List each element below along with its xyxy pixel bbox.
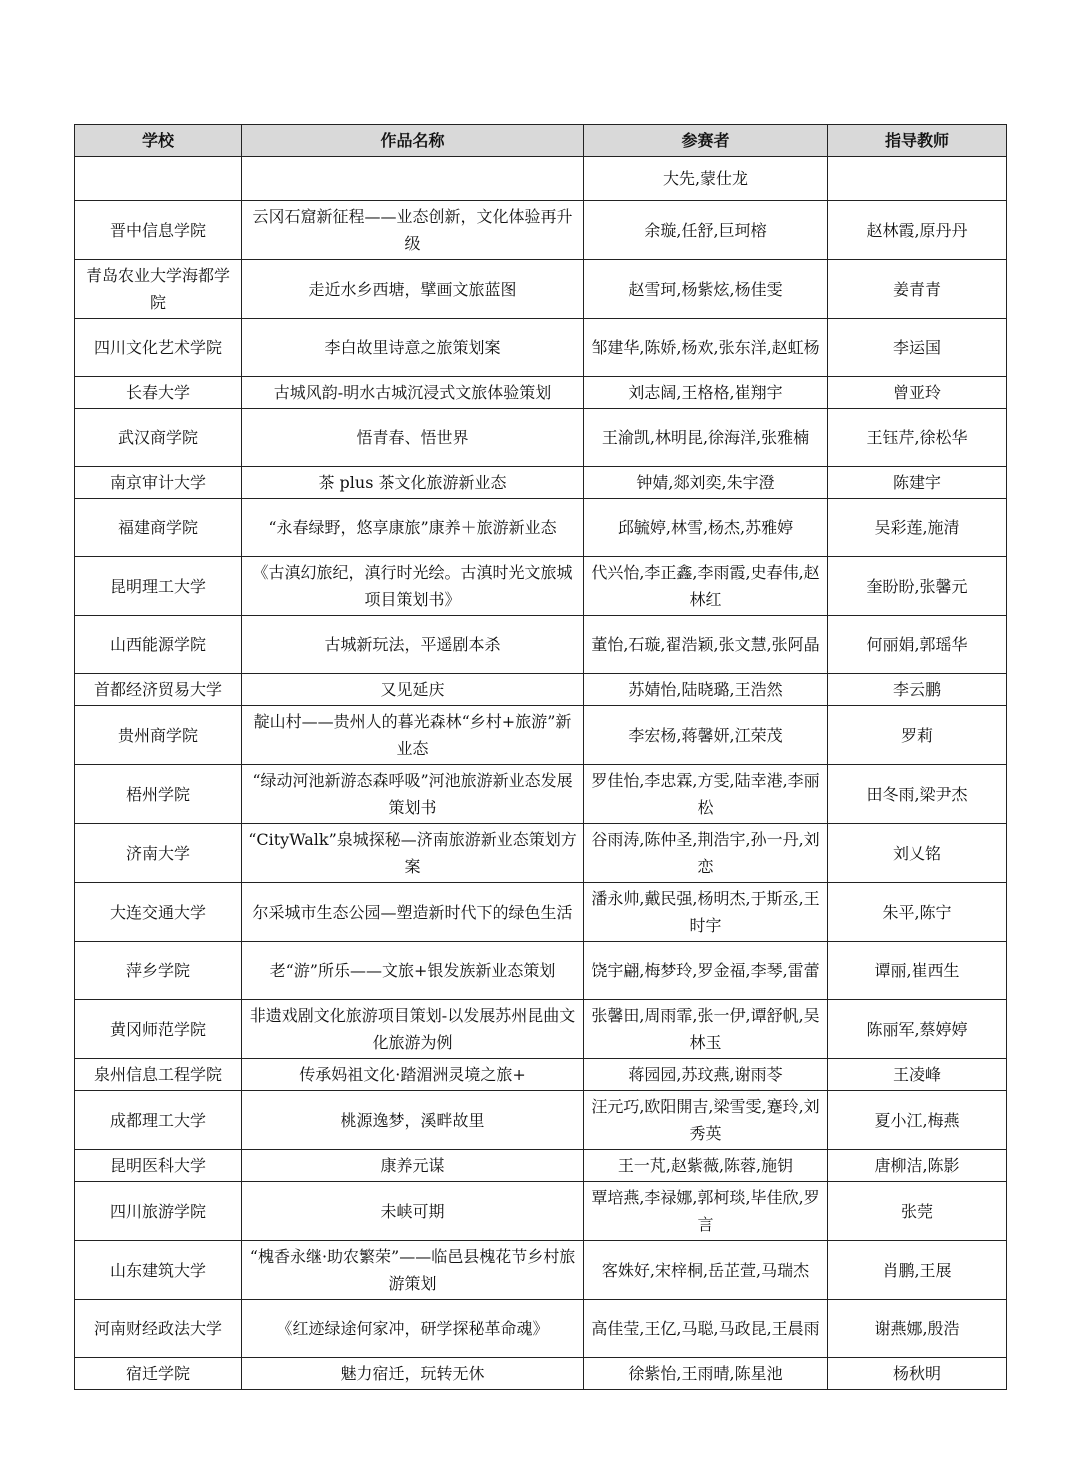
header-school: 学校 bbox=[75, 125, 242, 157]
cell-members: 张馨田,周雨霏,张一伊,谭舒帆,吴林玉 bbox=[584, 1000, 828, 1059]
table-row bbox=[75, 883, 1007, 942]
cell-title bbox=[242, 157, 584, 201]
cell-title: 又见延庆 bbox=[242, 674, 584, 706]
cell-members: 谷雨涛,陈仲圣,荆浩宇,孙一丹,刘恋 bbox=[584, 824, 828, 883]
cell-school: 昆明医科大学 bbox=[75, 1150, 242, 1182]
cell-school: 武汉商学院 bbox=[75, 409, 242, 467]
cell-advisor: 罗莉 bbox=[828, 706, 1007, 765]
cell-school: 南京审计大学 bbox=[75, 467, 242, 499]
cell-advisor: 吴彩莲,施清 bbox=[828, 499, 1007, 557]
cell-advisor: 王凌峰 bbox=[828, 1059, 1007, 1091]
cell-school: 四川旅游学院 bbox=[75, 1182, 242, 1241]
table-row bbox=[75, 319, 1007, 377]
table-row bbox=[75, 201, 1007, 260]
cell-members: 苏婧怡,陆晓璐,王浩然 bbox=[584, 674, 828, 706]
table-row bbox=[75, 499, 1007, 557]
cell-members: 蒋园园,苏玟燕,谢雨苓 bbox=[584, 1059, 828, 1091]
table-row bbox=[75, 1059, 1007, 1091]
cell-title: 古城风韵-明水古城沉浸式文旅体验策划 bbox=[242, 377, 584, 409]
cell-title: 桃源逸梦，溪畔故里 bbox=[242, 1091, 584, 1150]
cell-school: 福建商学院 bbox=[75, 499, 242, 557]
cell-title: 靛山村——贵州人的暮光森林“乡村+旅游”新业态 bbox=[242, 706, 584, 765]
table-row bbox=[75, 1000, 1007, 1059]
table-row bbox=[75, 1182, 1007, 1241]
cell-title: “永春绿野，悠享康旅”康养＋旅游新业态 bbox=[242, 499, 584, 557]
table-row bbox=[75, 674, 1007, 706]
cell-title: 传承妈祖文化·踏湄洲灵境之旅+ bbox=[242, 1059, 584, 1091]
cell-title: 康养元谋 bbox=[242, 1150, 584, 1182]
cell-advisor: 王钰芹,徐松华 bbox=[828, 409, 1007, 467]
cell-title: 茶 plus 茶文化旅游新业态 bbox=[242, 467, 584, 499]
cell-school: 昆明理工大学 bbox=[75, 557, 242, 616]
cell-school: 宿迁学院 bbox=[75, 1358, 242, 1390]
cell-advisor: 张莞 bbox=[828, 1182, 1007, 1241]
cell-members: 罗佳怡,李忠霖,方雯,陆幸港,李丽松 bbox=[584, 765, 828, 824]
table-row bbox=[75, 409, 1007, 467]
table-row bbox=[75, 557, 1007, 616]
cell-title: 尔采城市生态公园—塑造新时代下的绿色生活 bbox=[242, 883, 584, 942]
cell-school: 河南财经政法大学 bbox=[75, 1300, 242, 1358]
cell-school: 贵州商学院 bbox=[75, 706, 242, 765]
table-row bbox=[75, 942, 1007, 1000]
cell-advisor: 唐柳洁,陈影 bbox=[828, 1150, 1007, 1182]
cell-title: 悟青春、悟世界 bbox=[242, 409, 584, 467]
cell-members: 赵雪珂,杨紫炫,杨佳雯 bbox=[584, 260, 828, 319]
header-advisor: 指导教师 bbox=[828, 125, 1007, 157]
cell-school: 山东建筑大学 bbox=[75, 1241, 242, 1300]
cell-members: 邱毓婷,林雪,杨杰,苏雅婷 bbox=[584, 499, 828, 557]
table-row bbox=[75, 706, 1007, 765]
header-title: 作品名称 bbox=[242, 125, 584, 157]
table-row bbox=[75, 1091, 1007, 1150]
table-header bbox=[75, 125, 1007, 157]
cell-title: “绿动河池新游态森呼吸”河池旅游新业态发展策划书 bbox=[242, 765, 584, 824]
cell-members: 邹建华,陈娇,杨欢,张东洋,赵虹杨 bbox=[584, 319, 828, 377]
cell-advisor: 奎盼盼,张馨元 bbox=[828, 557, 1007, 616]
cell-advisor: 田冬雨,梁尹杰 bbox=[828, 765, 1007, 824]
cell-advisor: 何丽娟,郭瑶华 bbox=[828, 616, 1007, 674]
cell-members: 徐紫怡,王雨晴,陈星池 bbox=[584, 1358, 828, 1390]
cell-title: 云冈石窟新征程——业态创新，文化体验再升级 bbox=[242, 201, 584, 260]
cell-members: 高佳莹,王亿,马聪,马政昆,王晨雨 bbox=[584, 1300, 828, 1358]
cell-members: 代兴怡,李正鑫,李雨霞,史春伟,赵林红 bbox=[584, 557, 828, 616]
cell-school: 泉州信息工程学院 bbox=[75, 1059, 242, 1091]
cell-school: 首都经济贸易大学 bbox=[75, 674, 242, 706]
cell-advisor: 谢燕娜,殷浩 bbox=[828, 1300, 1007, 1358]
cell-school: 四川文化艺术学院 bbox=[75, 319, 242, 377]
cell-title: 走近水乡西塘，擘画文旅蓝图 bbox=[242, 260, 584, 319]
cell-advisor: 李运国 bbox=[828, 319, 1007, 377]
cell-school bbox=[75, 157, 242, 201]
cell-school: 长春大学 bbox=[75, 377, 242, 409]
header-members: 参赛者 bbox=[584, 125, 828, 157]
cell-school: 大连交通大学 bbox=[75, 883, 242, 942]
table-row bbox=[75, 765, 1007, 824]
cell-school: 济南大学 bbox=[75, 824, 242, 883]
cell-members: 李宏杨,蒋馨妍,江荣茂 bbox=[584, 706, 828, 765]
cell-school: 萍乡学院 bbox=[75, 942, 242, 1000]
cell-members: 覃培燕,李禄娜,郭柯琰,毕佳欣,罗言 bbox=[584, 1182, 828, 1241]
cell-advisor: 朱平,陈宁 bbox=[828, 883, 1007, 942]
cell-title: 李白故里诗意之旅策划案 bbox=[242, 319, 584, 377]
table-row bbox=[75, 824, 1007, 883]
cell-title: 非遗戏剧文化旅游项目策划-以发展苏州昆曲文化旅游为例 bbox=[242, 1000, 584, 1059]
cell-advisor: 姜青青 bbox=[828, 260, 1007, 319]
cell-title: 古城新玩法，平遥剧本杀 bbox=[242, 616, 584, 674]
table-row bbox=[75, 616, 1007, 674]
table-row bbox=[75, 377, 1007, 409]
table-row bbox=[75, 1358, 1007, 1390]
cell-title: 《红迹绿途何家冲，研学探秘革命魂》 bbox=[242, 1300, 584, 1358]
cell-members: 钟婧,郯刘奕,朱宇澄 bbox=[584, 467, 828, 499]
cell-members: 潘永帅,戴民强,杨明杰,于斯丞,王时宇 bbox=[584, 883, 828, 942]
cell-title: 未峡可期 bbox=[242, 1182, 584, 1241]
cell-school: 青岛农业大学海都学院 bbox=[75, 260, 242, 319]
cell-members: 董怡,石璇,翟浩颖,张文慧,张阿晶 bbox=[584, 616, 828, 674]
cell-title: 老“游”所乐——文旅+银发族新业态策划 bbox=[242, 942, 584, 1000]
cell-advisor: 杨秋明 bbox=[828, 1358, 1007, 1390]
cell-advisor bbox=[828, 157, 1007, 201]
table-row bbox=[75, 1241, 1007, 1300]
cell-advisor: 陈建宇 bbox=[828, 467, 1007, 499]
cell-members: 王一芃,赵紫薇,陈蓉,施钥 bbox=[584, 1150, 828, 1182]
cell-members: 大先,蒙仕龙 bbox=[584, 157, 828, 201]
cell-school: 山西能源学院 bbox=[75, 616, 242, 674]
table-row bbox=[75, 1150, 1007, 1182]
cell-advisor: 曾亚玲 bbox=[828, 377, 1007, 409]
cell-advisor: 赵林霞,原丹丹 bbox=[828, 201, 1007, 260]
cell-title: “槐香永继·助农繁荣”——临邑县槐花节乡村旅游策划 bbox=[242, 1241, 584, 1300]
cell-members: 王渝凯,林明昆,徐海洋,张雅楠 bbox=[584, 409, 828, 467]
cell-title: “CityWalk”泉城探秘—济南旅游新业态策划方案 bbox=[242, 824, 584, 883]
table-body bbox=[75, 157, 1007, 1390]
cell-members: 饶宇翩,梅梦玲,罗金福,李琴,雷蕾 bbox=[584, 942, 828, 1000]
cell-title: 魅力宿迁，玩转无休 bbox=[242, 1358, 584, 1390]
cell-advisor: 刘乂铭 bbox=[828, 824, 1007, 883]
cell-members: 客姝好,宋梓桐,岳芷萱,马瑞杰 bbox=[584, 1241, 828, 1300]
cell-members: 汪元巧,欧阳開吉,梁雪雯,蹇玲,刘秀英 bbox=[584, 1091, 828, 1150]
cell-advisor: 李云鹏 bbox=[828, 674, 1007, 706]
table-row bbox=[75, 467, 1007, 499]
table-row bbox=[75, 157, 1007, 201]
cell-title: 《古滇幻旅纪，滇行时光绘。古滇时光文旅城项目策划书》 bbox=[242, 557, 584, 616]
cell-school: 晋中信息学院 bbox=[75, 201, 242, 260]
table-row bbox=[75, 260, 1007, 319]
cell-members: 余璇,任舒,巨珂榕 bbox=[584, 201, 828, 260]
table-row bbox=[75, 1300, 1007, 1358]
cell-members: 刘志阔,王格格,崔翔宇 bbox=[584, 377, 828, 409]
cell-advisor: 陈丽军,蔡婷婷 bbox=[828, 1000, 1007, 1059]
cell-school: 梧州学院 bbox=[75, 765, 242, 824]
header-row bbox=[75, 125, 1007, 157]
cell-advisor: 肖鹏,王展 bbox=[828, 1241, 1007, 1300]
cell-advisor: 夏小江,梅燕 bbox=[828, 1091, 1007, 1150]
cell-school: 黄冈师范学院 bbox=[75, 1000, 242, 1059]
cell-school: 成都理工大学 bbox=[75, 1091, 242, 1150]
award-table bbox=[74, 124, 1007, 1390]
cell-advisor: 谭丽,崔西生 bbox=[828, 942, 1007, 1000]
